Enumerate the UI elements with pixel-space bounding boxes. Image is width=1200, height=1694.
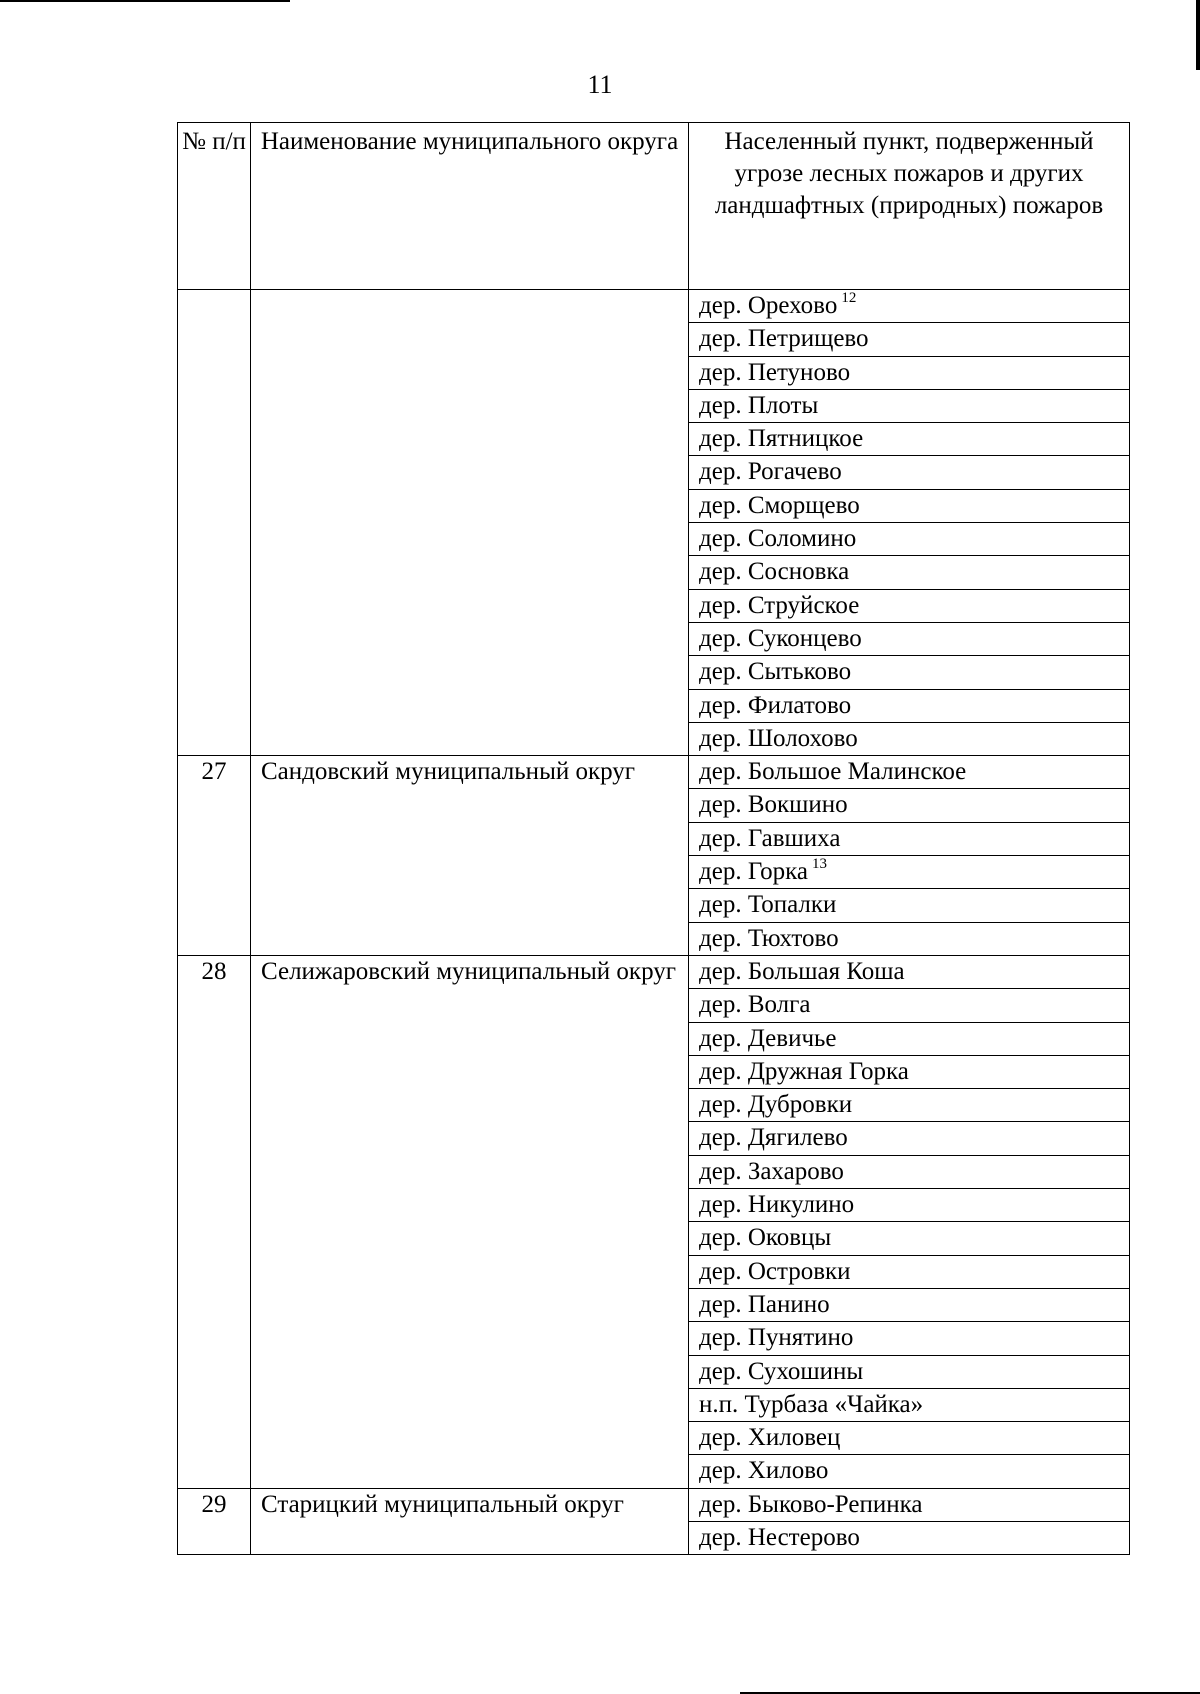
settlement-cell xyxy=(689,1322,1130,1355)
header-row xyxy=(178,123,1130,290)
settlement-name: дер. Девичье xyxy=(699,1024,837,1052)
settlement-cell xyxy=(689,889,1130,922)
table-row xyxy=(178,290,1130,323)
settlement-cell xyxy=(689,622,1130,655)
settlement-name: дер. Быково-Репинка xyxy=(699,1490,923,1518)
settlement-cell xyxy=(689,423,1130,456)
settlement-name: дер. Рогачево xyxy=(699,458,842,486)
settlement-name: дер. Горка xyxy=(699,858,808,886)
settlement-cell xyxy=(689,556,1130,589)
settlement-name: дер. Сморщево xyxy=(699,491,860,519)
settlement-cell xyxy=(689,689,1130,722)
settlement-cell xyxy=(689,1255,1130,1288)
settlement-name: дер. Топалки xyxy=(699,891,837,919)
row-number-cell: 28 xyxy=(178,955,251,1488)
table-body xyxy=(178,290,1130,1555)
settlement-name: дер. Плоты xyxy=(699,391,819,419)
settlement-cell xyxy=(689,589,1130,622)
settlement-name: дер. Соломино xyxy=(699,525,857,553)
header-settlement: Населенный пункт, подверженный угрозе лесных пожаров и других ландшафтных (природных) пожаров xyxy=(689,123,1130,290)
district-name-cell: Сандовский муниципальный округ xyxy=(251,756,689,956)
settlement-cell xyxy=(689,489,1130,522)
settlement-name: дер. Сытьково xyxy=(699,658,852,686)
settlement-cell xyxy=(689,456,1130,489)
scan-edge-top xyxy=(0,0,290,2)
settlement-cell xyxy=(689,1155,1130,1188)
table-row xyxy=(178,955,1130,988)
settlement-cell xyxy=(689,1089,1130,1122)
settlement-name: дер. Сухошины xyxy=(699,1357,864,1385)
settlement-name: дер. Никулино xyxy=(699,1191,855,1219)
settlement-name: дер. Волга xyxy=(699,991,811,1019)
settlement-name: дер. Пятницкое xyxy=(699,425,864,453)
settlement-cell xyxy=(689,356,1130,389)
settlement-name: дер. Сосновка xyxy=(699,558,850,586)
settlement-name: дер. Дубровки xyxy=(699,1091,853,1119)
settlement-cell xyxy=(689,656,1130,689)
row-number-cell: 27 xyxy=(178,756,251,956)
settlement-name: дер. Тюхтово xyxy=(699,924,839,952)
row-number-cell: 29 xyxy=(178,1488,251,1555)
settlement-cell xyxy=(689,389,1130,422)
footnote-mark: 12 xyxy=(841,290,857,306)
settlement-cell xyxy=(689,523,1130,556)
settlement-name: дер. Хиловец xyxy=(699,1424,841,1452)
settlement-cell xyxy=(689,922,1130,955)
settlement-name: дер. Дружная Горка xyxy=(699,1057,909,1085)
settlement-cell xyxy=(689,1388,1130,1421)
settlement-name: дер. Струйское xyxy=(699,591,860,619)
settlement-name: дер. Дягилево xyxy=(699,1124,848,1152)
settlement-name: дер. Нестерово xyxy=(699,1523,860,1551)
settlement-cell xyxy=(689,1455,1130,1488)
settlement-name: дер. Шолохово xyxy=(699,724,858,752)
settlement-cell xyxy=(689,1488,1130,1521)
scan-edge-right xyxy=(1196,0,1200,70)
settlement-cell xyxy=(689,1288,1130,1321)
settlement-name: дер. Вокшино xyxy=(699,791,848,819)
settlement-cell xyxy=(689,756,1130,789)
settlement-cell xyxy=(689,789,1130,822)
page-number: 11 xyxy=(587,70,613,99)
settlement-name: дер. Оковцы xyxy=(699,1224,832,1252)
settlement-name: дер. Пунятино xyxy=(699,1324,854,1352)
settlement-name: дер. Филатово xyxy=(699,691,852,719)
settlement-name: дер. Островки xyxy=(699,1257,851,1285)
settlements-table xyxy=(177,122,1130,1555)
settlement-name: дер. Большое Малинское xyxy=(699,758,967,786)
district-name-cell xyxy=(251,290,689,756)
settlement-cell xyxy=(689,323,1130,356)
footnote-mark: 13 xyxy=(811,856,827,873)
settlement-cell xyxy=(689,1055,1130,1088)
settlement-cell xyxy=(689,856,1130,889)
settlement-name: дер. Петуново xyxy=(699,358,851,386)
district-name-cell: Селижаровский муниципальный округ xyxy=(251,955,689,1488)
header-district-name: Наименование муниципального округа xyxy=(251,123,689,290)
settlement-cell xyxy=(689,1422,1130,1455)
settlement-cell xyxy=(689,1355,1130,1388)
table-row xyxy=(178,756,1130,789)
settlement-cell xyxy=(689,1189,1130,1222)
settlement-cell xyxy=(689,722,1130,755)
settlement-cell xyxy=(689,1022,1130,1055)
settlement-name: дер. Хилово xyxy=(699,1457,829,1485)
settlement-name: дер. Панино xyxy=(699,1290,830,1318)
header-num: № п/п xyxy=(178,123,251,290)
settlement-name: дер. Гавшиха xyxy=(699,824,841,852)
settlement-cell xyxy=(689,1122,1130,1155)
settlement-name: дер. Петрищево xyxy=(699,325,869,353)
settlement-name: дер. Захарово xyxy=(699,1157,844,1185)
district-name-cell: Старицкий муниципальный округ xyxy=(251,1488,689,1555)
settlement-name: дер. Большая Коша xyxy=(699,957,905,985)
settlement-cell xyxy=(689,989,1130,1022)
settlement-cell xyxy=(689,955,1130,988)
row-number-cell xyxy=(178,290,251,756)
settlement-name: дер. Орехово xyxy=(699,292,838,319)
settlement-cell xyxy=(689,1521,1130,1554)
settlement-cell xyxy=(689,822,1130,855)
settlement-cell xyxy=(689,290,1130,323)
settlement-cell xyxy=(689,1222,1130,1255)
settlement-name: н.п. Турбаза «Чайка» xyxy=(699,1390,924,1418)
settlement-name: дер. Суконцево xyxy=(699,624,862,652)
table-row xyxy=(178,1488,1130,1521)
